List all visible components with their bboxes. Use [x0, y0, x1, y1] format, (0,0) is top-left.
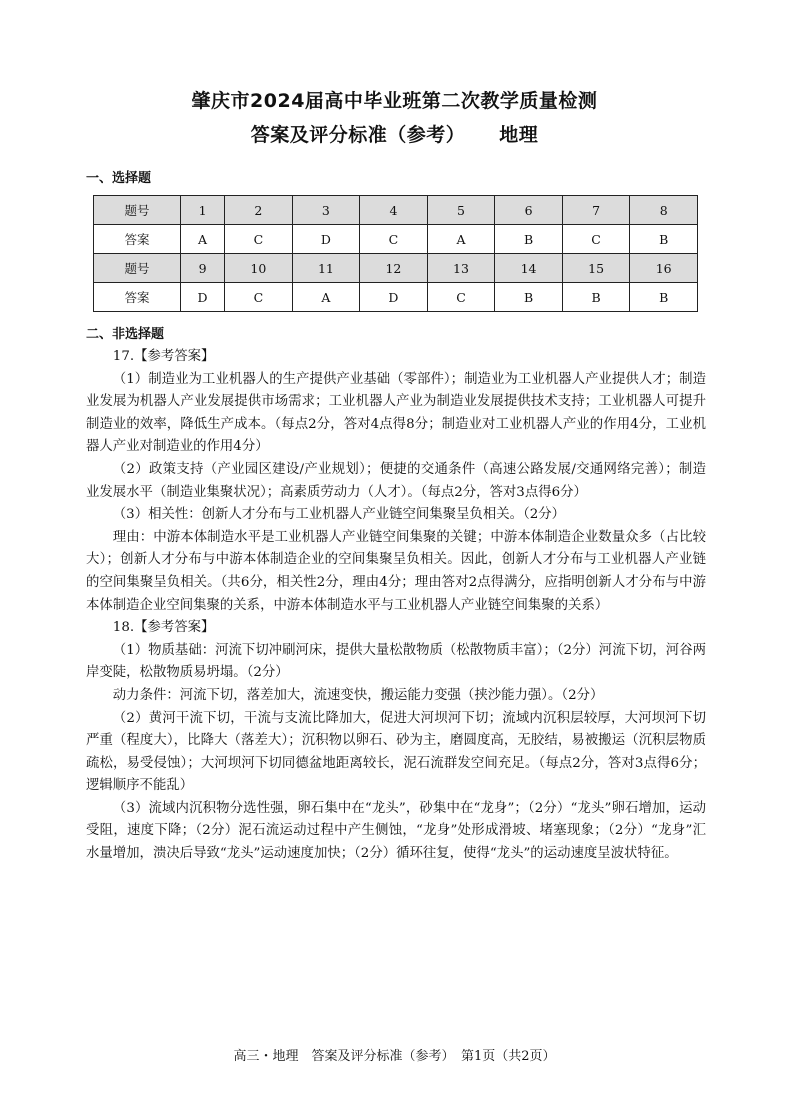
table-cell: B [562, 283, 630, 312]
table-cell: 10 [225, 254, 293, 283]
answer-paragraph: 理由：中游本体制造水平是工业机器人产业链空间集聚的关键；中游本体制造企业数量众多（占比较大）；创新人才分布与中游本体制造企业的空间集聚呈负相关。因此，创新人才分布与工业机器人产业链的空间集聚呈负相关。（共6分，相关性2分，理由4分；理由答对2点得满分，应指明创新人才分布与中游本体制造企业空间集聚的关系，中游本体制造水平与工业机器人产业链空间集聚的关系） [86, 529, 706, 613]
table-cell: A [181, 225, 225, 254]
row-label: 题号 [94, 196, 181, 225]
table-cell: D [181, 283, 225, 312]
row-label: 答案 [94, 283, 181, 312]
table-cell: B [630, 283, 698, 312]
table-cell: D [292, 225, 360, 254]
table-cell: C [225, 283, 293, 312]
table-cell: 4 [360, 196, 428, 225]
table-cell: 11 [292, 254, 360, 283]
table-row [94, 254, 698, 283]
answer-paragraph: （1）物质基础：河流下切冲刷河床，提供大量松散物质（松散物质丰富）；（2分）河流下切，河谷两岸变陡，松散物质易坍塌。（2分） [86, 642, 706, 681]
table-cell: 9 [181, 254, 225, 283]
table-cell: D [360, 283, 428, 312]
table-cell: 3 [292, 196, 360, 225]
table-cell: B [495, 283, 563, 312]
subject-name: 地理 [499, 124, 539, 146]
table-cell: B [630, 225, 698, 254]
answer-paragraph: （2）政策支持（产业园区建设/产业规划）；便捷的交通条件（高速公路发展/交通网络完善）；制造业发展水平（制造业集聚状况）；高素质劳动力（人才）。（每点2分，答对3点得6分） [86, 461, 706, 500]
table-row [94, 196, 698, 225]
row-label: 题号 [94, 254, 181, 283]
question-18-heading: 18.【参考答案】 [112, 620, 215, 636]
table-cell: C [225, 225, 293, 254]
document-title: 肇庆市2024届高中毕业班第二次教学质量检测 [191, 90, 598, 112]
section-heading-non-choice: 二、非选择题 [86, 327, 165, 342]
answer-body [86, 346, 706, 866]
answer-paragraph: （2）黄河干流下切，干流与支流比降加大，促进大河坝河下切；流域内沉积层较厚，大河坝河下切严重（程度大），比降大（落差大）；沉积物以卵石、砂为主，磨圆度高，无胶结，易被搬运（沉积层物质疏松，易受侵蚀）；大河坝河下切同德盆地距离较长，泥石流群发空间充足。（每点2分，答对3点得6分；逻辑顺序不能乱） [86, 710, 706, 794]
section-heading-choice: 一、选择题 [86, 171, 152, 186]
table-row [94, 225, 698, 254]
table-cell: 13 [427, 254, 495, 283]
table-cell: 8 [630, 196, 698, 225]
table-cell: C [360, 225, 428, 254]
answer-paragraph: 动力条件：河流下切，落差加大，流速变快，搬运能力变强（挟沙能力强）。（2分） [112, 687, 604, 703]
table-cell: 12 [360, 254, 428, 283]
table-cell: 15 [562, 254, 630, 283]
table-cell: 2 [225, 196, 293, 225]
subtitle-text: 答案及评分标准（参考） [250, 124, 466, 146]
answer-paragraph: （3）流域内沉积物分选性强，卵石集中在“龙头”，砂集中在“龙身”；（2分）“龙头”卵石增加，运动受阻，速度下降；（2分）泥石流运动过程中产生侧蚀，“龙身”处形成滑坡、堵塞现象；（2分）“龙身”汇水量增加，溃决后导致“龙头”运动速度加快；（2分）循环往复，使得“龙头”的运动速度呈波状特征。 [86, 800, 706, 862]
answer-paragraph: （1）制造业为工业机器人的生产提供产业基础（零部件）；制造业为工业机器人产业提供人才；制造业发展为机器人产业发展提供市场需求；工业机器人产业为制造业发展提供技术支持；工业机器人可提升制造业的效率，降低生产成本。（每点2分，答对4点得8分；制造业对工业机器人产业的作用4分，工业机器人产业对制造业的作用4分） [86, 371, 706, 455]
table-cell: B [495, 225, 563, 254]
table-cell: 6 [495, 196, 563, 225]
row-label: 答案 [94, 225, 181, 254]
table-cell: A [292, 283, 360, 312]
answer-paragraph: （3）相关性：创新人才分布与工业机器人产业链空间集聚呈负相关。（2分） [112, 507, 566, 523]
table-cell: 5 [427, 196, 495, 225]
table-cell: C [427, 283, 495, 312]
table-cell: 7 [562, 196, 630, 225]
table-row [94, 283, 698, 312]
answer-table [93, 195, 698, 312]
table-cell: A [427, 225, 495, 254]
table-cell: 14 [495, 254, 563, 283]
table-cell: 16 [630, 254, 698, 283]
page-footer: 高三・地理 答案及评分标准（参考） 第1页（共2页） [233, 1049, 556, 1064]
question-17-heading: 17.【参考答案】 [112, 349, 215, 364]
table-cell: 1 [181, 196, 225, 225]
table-cell: C [562, 225, 630, 254]
document-subtitle [0, 120, 789, 147]
